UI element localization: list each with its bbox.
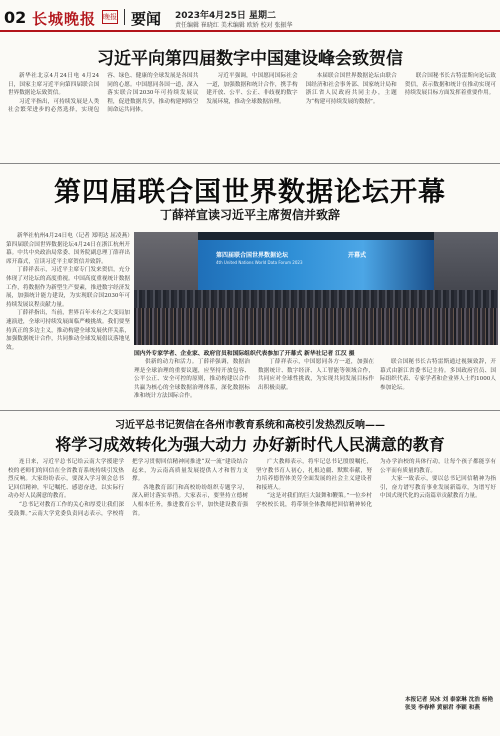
story1-paragraph: 新华社北京4月24日电 4月24日，国家主席习近平向第四届联合国世界数据论坛致贺信。	[8, 73, 100, 97]
story2-paragraph: 供新的动力和活力。丁薛祥强调，数据治理是全球治理的重要议题，应坚持开放包容、公平公正、安全可控的原则，推动构建以合作共赢为核心的全球数据治理体系，深化数据标准和统计方法国际合作。	[134, 359, 250, 400]
story3-headline: 将学习成效转化为强大动力 办好新时代人民满意的教育	[55, 435, 445, 454]
logo-seal: 晚报	[102, 10, 118, 24]
story1-body	[8, 72, 496, 160]
forum-opening-photo	[134, 232, 498, 345]
story2-subheadline: 丁薛祥宣读习近平主席贺信并致辞	[159, 208, 340, 222]
divider	[0, 410, 500, 411]
story1-headline: 习近平向第四届数字中国建设峰会致贺信	[97, 49, 403, 69]
section-title: 要闻	[131, 10, 162, 28]
story3-paragraph: 广大教师表示，将牢记总书记殷殷嘱托，坚守教书育人初心，扎根边疆、默默奉献，努力培养德智体美劳全面发展的社会主义建设者和接班人。	[256, 459, 372, 491]
screen-right-label: 开幕式	[348, 252, 367, 259]
story2-headline: 第四届联合国世界数据论坛开幕	[54, 177, 446, 208]
screen-title: 第四届联合国世界数据论坛	[216, 252, 289, 259]
audience-front	[134, 308, 498, 345]
story1-paragraph: 联合国秘书长古特雷斯向论坛致贺信，表示数据和统计在推动实现可持续发展目标方面发挥着重要作用。	[404, 73, 496, 97]
story1-paragraph: 习近平强调，中国愿同国际社会一道，加强数据和统计合作，携手构建开放、公平、公正、非歧视的数字发展环境，推动全球数据治理。	[206, 73, 298, 105]
story2-paragraph: 新华社杭州4月24日电（记者 郑明达 屈凌燕）第四届联合国世界数据论坛4月24日在浙江杭州开幕。中共中央政治局常委、国务院副总理丁薛祥出席开幕式，宣读习近平主席贺信并致辞。	[6, 233, 130, 265]
editor-credits: 责任编辑 崔晓红 美术编辑 欧娇 校对 张振华	[175, 22, 293, 29]
story3-paragraph: 连日来，习近平总书记给云南大学援建学校的老师们的回信在全省教育系统持续引发热烈反响。大家纷纷表示，要深入学习领会总书记回信精神，牢记嘱托、感恩奋进，以实际行动办好人民满意的教育。	[8, 459, 124, 500]
story2-paragraph: 丁薛祥表示，习近平主席专门发来贺信，充分体现了对论坛的高度重视。中国高度重视统计数据工作，将数据作为新型生产要素，推进数字经济发展，加强统计能力建设，为实现联合国2030年可持续发展议程贡献力量。	[6, 267, 130, 308]
photo-caption: 国内外专家学者、企业家、政府官员和国际组织代表参加了开幕式 新华社记者 江汉 摄	[134, 351, 355, 357]
masthead	[0, 0, 500, 34]
masthead-divider	[124, 9, 125, 25]
story3-kicker: 习近平总书记贺信在各州市教育系统和高校引发热烈反响——	[115, 420, 385, 431]
newspaper-logo: 长城晚报	[32, 10, 97, 28]
story2-body-mid	[134, 358, 374, 406]
masthead-rule	[0, 30, 500, 32]
publication-date: 2023年4月25日 星期二	[175, 11, 276, 21]
story2-body-right	[380, 358, 496, 406]
story3-body	[8, 458, 496, 694]
story2-paragraph: 丁薛祥指出，当前，世界百年未有之大变局加速演进，全球可持续发展面临严峻挑战。我们要坚持真正的多边主义，推动构建全球发展伙伴关系，加强数据统计合作，共同推动全球发展倡议落地见效。	[6, 310, 130, 351]
story2-paragraph: 丁薛祥表示，中国愿同各方一道，加强在数据统计、数字经济、人工智能等领域合作，共同应对全球性挑战，为实现共同发展目标作出积极贡献。	[258, 359, 374, 391]
story2-body-left	[6, 232, 130, 402]
story1-paragraph: 本届联合国世界数据论坛由联合国经济和社会事务部、国家统计局和浙江省人民政府共同主办，主题为“构建可持续发展的数据”。	[305, 73, 397, 105]
divider	[0, 163, 500, 164]
story3-byline: 本报记者 吴冰 刘 泰家琳 沈浩 杨艳 张旻 李春桦 黄丽君 李颖 和燕	[405, 697, 494, 711]
story2-paragraph: 联合国秘书长古特雷斯通过视频致辞，开幕式由浙江省委书记主持。多国政府官员、国际组织代表、专家学者和企业界人士约1000人参加论坛。	[380, 359, 496, 391]
stage-screen	[198, 240, 434, 290]
story3-paragraph: 大家一致表示，要以总书记回信精神为指引，奋力谱写教育事业发展新篇章，为谱写好中国式现代化的云南篇章贡献教育力量。	[380, 476, 496, 500]
page-number: 02	[4, 8, 27, 27]
story3-paragraph: “总书记对教育工作的关心和厚爱让我们深受鼓舞。”云南大学党委负责同志表示，学校将把学习贯彻回信精神同推进“双一流”建设结合起来，为云南高质量发展提供人才和智力支撑。	[8, 459, 248, 517]
story3-paragraph: 各地教育部门和高校纷纷组织专题学习，深入研讨落实举措。大家表示，要坚持立德树人根本任务，推进教育公平，加快建设教育强省。	[132, 484, 248, 517]
story1-paragraph: 习近平指出，可持续发展是人类社会繁荣进步的必然选择，实现包容、绿色、健康的全球发展是各国共同的心愿。中国愿同各国一道，深入落实联合国2030年可持续发展议程，促进数据共享，推动构建网络空间命运共同体。	[8, 73, 199, 114]
screen-subtitle: 4th United Nations World Data Forum 2023	[216, 260, 303, 265]
story3-paragraph: “这是对我们的巨大鼓舞和鞭策。”一位乡村学校校长说，将带领全体教师把回信精神转化为办学治校的具体行动，让每个孩子都能享有公平而有质量的教育。	[256, 459, 496, 508]
